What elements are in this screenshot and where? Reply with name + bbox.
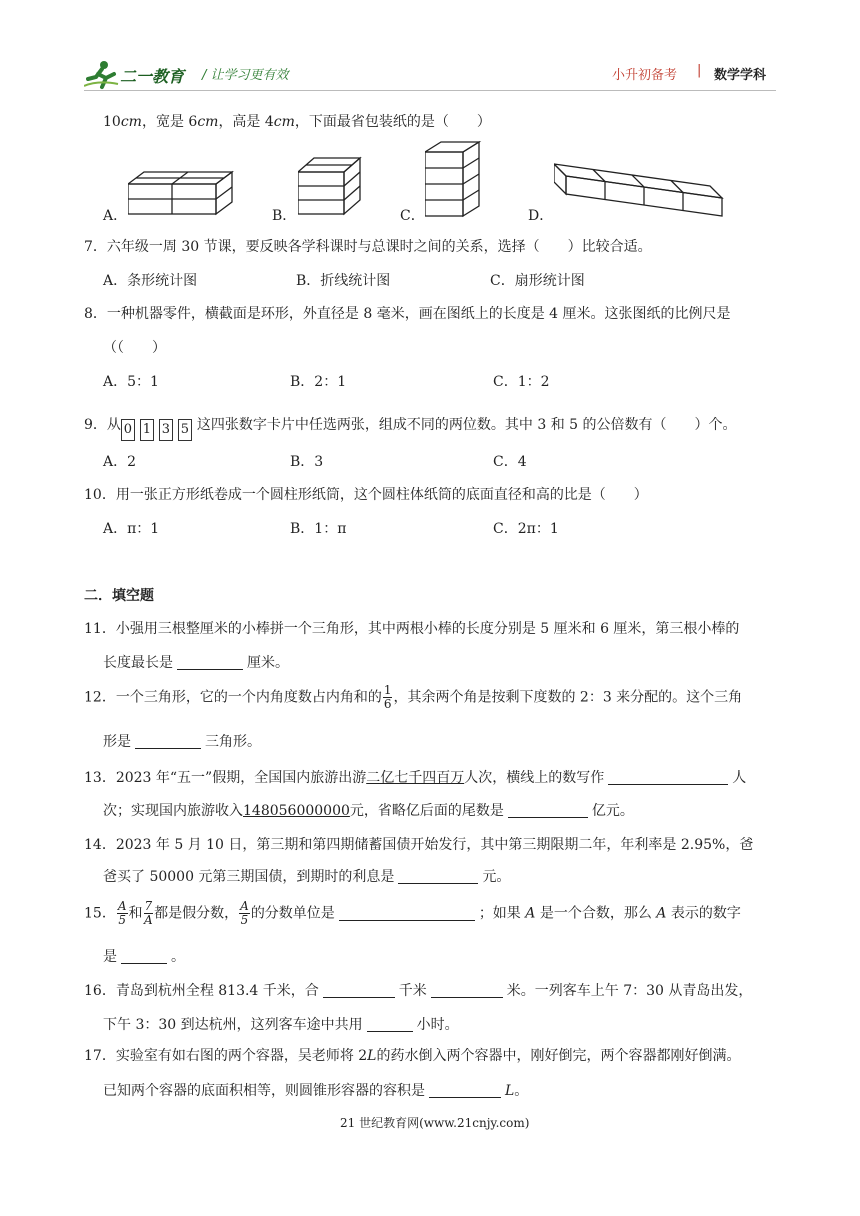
q10-option-a[interactable]: A．π：1 [103, 521, 160, 537]
header-divider: | [697, 63, 702, 78]
digit-card: 1 [140, 419, 154, 441]
answer-blank[interactable] [135, 734, 201, 749]
q15-line2: 是 。 [103, 949, 185, 965]
q8-option-b[interactable]: B．2：1 [290, 374, 347, 390]
fraction: $\frac{A}{5}$ [117, 899, 127, 927]
q12-line1: 12．一个三角形，它的一个内角度数占内角和的 $\frac{1}{6}$ ，其余两个角是按剩下度数的 2：3 来分配的。这个三角 [84, 683, 743, 711]
box-arrangement-d [554, 162, 726, 218]
q8-stem-cont: （（ ） [103, 340, 166, 356]
fraction: $\frac{1}{6}$ [383, 683, 392, 711]
fraction: $\frac{7}{A}$ [143, 899, 153, 927]
q6-option-c[interactable]: C． [400, 208, 425, 224]
q8-stem: 8．一种机器零件，横截面是环形，外直径是 8 毫米，画在图纸上的长度是 4 厘米。这张图纸的比例尺是 [84, 306, 731, 322]
q10-option-c[interactable]: C．2π：1 [493, 521, 559, 537]
q14-line2: 爸买了 50000 元第三期国债，到期时的利息是 元。 [103, 869, 511, 885]
fraction: $\frac{A}{5}$ [240, 899, 249, 927]
page-footer: 21 世纪教育网(www.21cnjy.com) [340, 1116, 530, 1130]
digit-card: 5 [178, 419, 192, 441]
logo-text: 二一教育 [120, 67, 185, 86]
q6-option-d[interactable]: D． [528, 208, 554, 224]
q14-line1: 14．2023 年 5 月 10 日，第三期和第四期储蓄国债开始发行，其中第三期限期二年，年利率是 2.95%，爸 [84, 837, 754, 853]
q6-option-b[interactable]: B． [272, 208, 297, 224]
q10-stem: 10．用一张正方形纸卷成一个圆柱形纸筒，这个圆柱体纸筒的底面直径和高的比是（ ） [84, 487, 648, 503]
answer-blank[interactable] [121, 949, 167, 964]
q7-option-b[interactable]: B．折线统计图 [296, 273, 391, 289]
answer-blank[interactable] [177, 655, 243, 670]
q11-line1: 11．小强用三根整厘米的小棒拼一个三角形，其中两根小棒的长度分别是 5 厘米和 6 厘米，第三根小棒的 [84, 621, 740, 637]
q7-stem: 7．六年级一周 30 节课，要反映各学科课时与总课时之间的关系，选择（ ）比较合适。 [84, 239, 652, 255]
answer-blank[interactable] [367, 1017, 413, 1032]
answer-blank[interactable] [323, 983, 395, 998]
q9-stem: 9．从 0 1 3 5 这四张数字卡片中任选两张，组成不同的两位数。其中 3 和 5 的公倍数有（ ）个。 [84, 414, 737, 441]
q17-line2: 已知两个容器的底面积相等，则圆锥形容器的容积是 L。 [103, 1083, 529, 1099]
q10-option-b[interactable]: B．1：π [290, 521, 347, 537]
box-arrangement-c [425, 140, 483, 220]
q16-line2: 下午 3：30 到达杭州，这列客车途中共用 小时。 [103, 1017, 459, 1033]
q11-line2: 长度最长是 厘米。 [103, 655, 289, 671]
q9-option-a[interactable]: A．2 [103, 454, 137, 470]
q8-option-c[interactable]: C．1：2 [493, 374, 550, 390]
q13-line2: 次；实现国内旅游收入148056000000元，省略亿后面的尾数是 亿元。 [103, 803, 634, 819]
q9-option-c[interactable]: C．4 [493, 454, 527, 470]
slogan: / 让学习更有效 [202, 68, 289, 83]
q7-option-a[interactable]: A．条形统计图 [103, 273, 198, 289]
q15-line1: 15． $\frac{A}{5}$ 和 $\frac{7}{A}$ 都是假分数， $\frac{A}{5}$ 的分数单位是 ；如果 A 是一个合数，那么 A 表示的数字 [84, 899, 741, 927]
box-arrangement-b [298, 156, 364, 218]
header-rule [84, 90, 776, 91]
section-title: 二．填空题 [84, 588, 154, 604]
digit-card: 3 [159, 419, 173, 441]
exam-tag: 小升初备考 [612, 68, 678, 83]
q16-line1: 16．青岛到杭州全程 813.4 千米，合 千米 米。一列客车上午 7：30 从青岛出发， [84, 983, 753, 999]
answer-blank[interactable] [398, 869, 478, 884]
q8-option-a[interactable]: A．5：1 [103, 374, 159, 390]
subject-label: 数学学科 [714, 68, 767, 83]
q6-stem: 10cm，宽是 6cm，高是 4cm，下面最省包装纸的是（ ） [103, 114, 491, 130]
q9-option-b[interactable]: B．3 [290, 454, 324, 470]
answer-blank[interactable] [431, 983, 503, 998]
q13-line1: 13．2023 年“五一”假期，全国国内旅游出游二亿七千四百万人次，横线上的数写作 人 [84, 770, 747, 786]
q17-line1: 17．实验室有如右图的两个容器，吴老师将 2L的药水倒入两个容器中，刚好倒完，两个容器都刚好倒满。 [84, 1048, 741, 1064]
q7-option-c[interactable]: C．扇形统计图 [490, 273, 585, 289]
answer-blank[interactable] [429, 1083, 501, 1098]
q12-line2: 形是 三角形。 [103, 734, 261, 750]
answer-blank[interactable] [339, 906, 475, 921]
q6-option-a[interactable]: A． [103, 208, 128, 224]
box-arrangement-a [128, 170, 236, 218]
answer-blank[interactable] [608, 770, 728, 785]
digit-card: 0 [121, 419, 135, 441]
runner-logo-icon [84, 60, 120, 90]
answer-blank[interactable] [508, 803, 588, 818]
